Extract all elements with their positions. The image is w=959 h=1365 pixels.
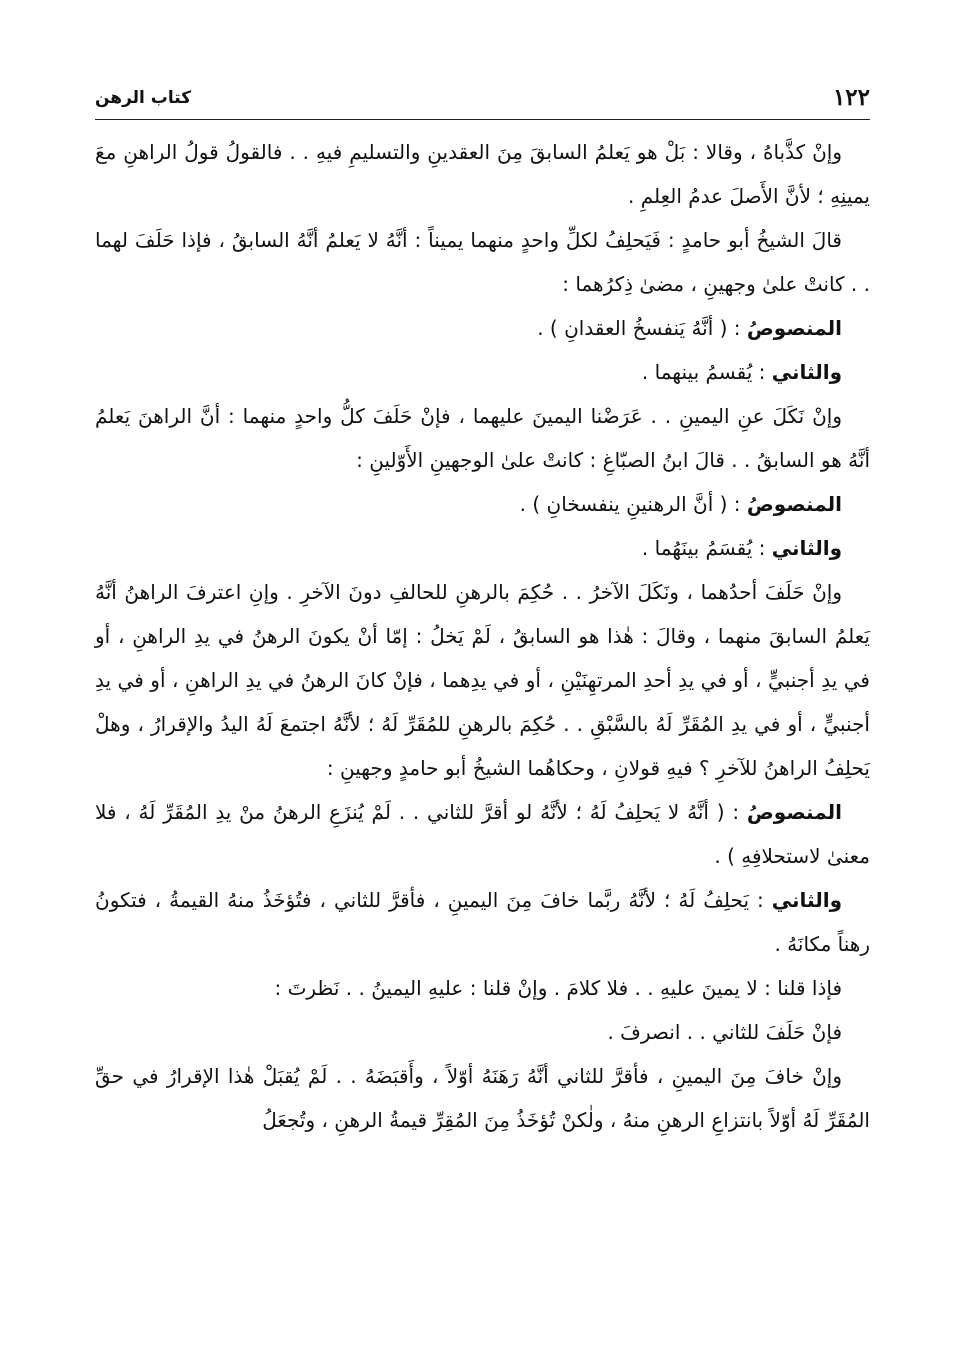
paragraph: والثاني : يُقسَمُ بينَهُما . <box>641 536 842 560</box>
paragraph: وإنْ كذَّباهُ ، وقالا : بَلْ هو يَعلمُ السابقَ مِنَ العقدينِ والتسليمِ فيهِ . . فالقولُ قولُ الراهنِ معَ يمينِهِ ؛ لأنَّ الأَصلَ عدمُ العِلمِ . <box>95 140 870 208</box>
running-head <box>95 84 870 120</box>
paragraph: المنصوصُ : ( أنَّهُ لا يَحلِفُ لَهُ ؛ لأنَّهُ لو أقرَّ للثاني . . لَمْ يُنزَعِ الرهنُ منْ يدِ المُقَرِّ لَهُ ، فلا معنىٰ لاستحلافِهِ ) . <box>95 800 870 868</box>
paragraph: والثاني : يَحلِفُ لَهُ ؛ لأنَّهُ ربَّما خافَ مِنَ اليمينِ ، فأقرَّ للثاني ، فتُؤخَذُ منهُ القيمةُ ، فتكونُ رهناً مكانَهُ . <box>95 888 870 956</box>
term-label: المنصوصُ <box>746 492 842 516</box>
paragraph: والثاني : يُقسمُ بينهما . <box>641 360 842 384</box>
paragraph: فإنْ حَلَفَ للثاني . . انصرفَ . <box>607 1020 842 1044</box>
paragraph: وإنْ نَكَلَ عنِ اليمينِ . . عَرَضْنا اليمينَ عليهما ، فإنْ حَلَفَ كلُّ واحدٍ منهما : أنَّ الراهنَ يَعلمُ أنَّهُ هو السابقُ . . قالَ ابنُ الصبّاغِ : كانتْ علىٰ الوجهينِ الأَوّلينِ : <box>95 404 870 472</box>
paragraph: فإذا قلنا : لا يمينَ عليهِ . . فلا كلامَ . وإنْ قلنا : عليهِ اليمينُ . . نَظرتَ : <box>274 976 842 1000</box>
paragraph: قالَ الشيخُ أبو حامدٍ : فَيَحلِفُ لكلِّ واحدٍ منهما يميناً : أنَّهُ لا يَعلمُ أنَّهُ السابقُ ، فإذا حَلَفَ لهما . . كانتْ علىٰ وجهينِ ، مضىٰ ذِكرُهما : <box>95 228 870 296</box>
term-label: المنصوصُ <box>746 316 842 340</box>
term-label: والثاني <box>771 360 842 384</box>
term-label: المنصوصُ <box>746 800 842 824</box>
term-label: والثاني <box>771 888 843 912</box>
paragraph: المنصوصُ : ( أنَّ الرهنينِ ينفسخانِ ) . <box>519 492 842 516</box>
paragraph: وإنْ حَلَفَ أحدُهما ، ونَكَلَ الآخرُ . . حُكِمَ بالرهنِ للحالفِ دونَ الآخرِ . وإنِ اعترفَ الراهنُ أنَّهُ يَعلمُ السابقَ منهما ، وقالَ : هٰذا هو السابقُ ، لَمْ يَخلُ : إمّا أنْ يكونَ الرهنُ في يدِ الراهنِ ، أو في يدِ أجنبيٍّ ، أو في يدِ أحدِ المرتهِنَيْنِ ، أو في يدِهما ، فإنْ كانَ الرهنُ في يدِ الراهنِ ، أو في يدِ أجنبيٍّ ، أو في يدِ المُقَرِّ لَهُ بالسَّبْقِ . . حُكِمَ بالرهنِ للمُقَرِّ لَهُ ؛ لأنَّهُ اجتمعَ لَهُ اليدُ والإقرارُ ، وهلْ يَحلِفُ الراهنُ للآخرِ ؟ فيهِ قولانِ ، وحكاهُما الشيخُ أبو حامدٍ وجهينِ : <box>95 580 870 780</box>
paragraph: وإنْ خافَ مِنَ اليمينِ ، فأقرَّ للثاني أنَّهُ رَهَنَهُ أوّلاً ، وأَقبَضَهُ . . لَمْ يُقبَلْ هٰذا الإقرارُ في حقِّ المُقَرِّ لَهُ أوّلاً بانتزاعِ الرهنِ منهُ ، ولٰكنْ تُؤخَذُ مِنَ المُقِرِّ قيمةُ الرهنِ ، وتُجعَلُ <box>95 1064 870 1132</box>
paragraph: المنصوصُ : ( أنَّهُ يَنفسخُ العقدانِ ) . <box>537 316 842 340</box>
body-text <box>95 130 870 1142</box>
term-label: والثاني <box>771 536 842 560</box>
header-rule <box>95 119 870 120</box>
page-number: ١٢٢ <box>832 84 870 111</box>
running-title: كتاب الرهن <box>95 88 192 108</box>
